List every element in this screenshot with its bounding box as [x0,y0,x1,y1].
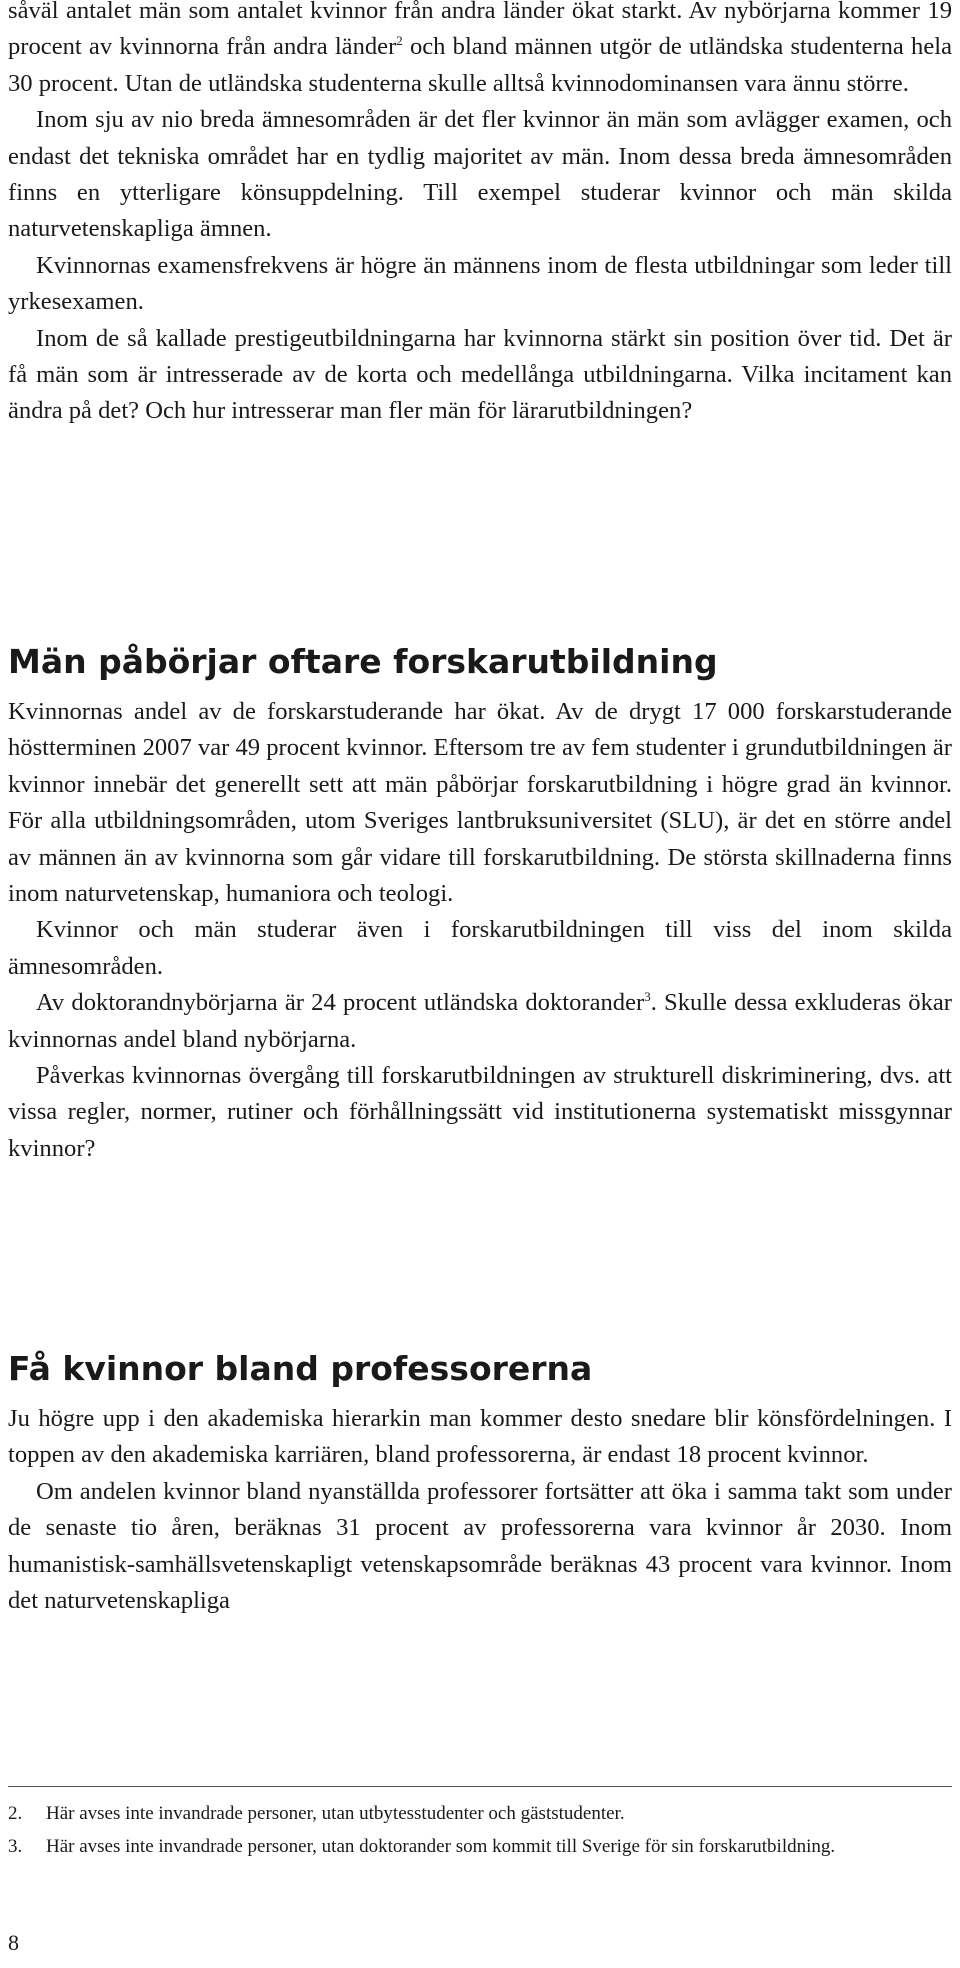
paragraph-text: såväl antalet män som antalet kvinnor från andra länder ökat starkt. Av nybörjarna kommer 19 procent av kvinnorna från andra länder [8,0,952,61]
footnote-text: Här avses inte invandrade personer, utan doktorander som kommit till Sverige för sin forskarutbildning. [46,1836,836,1857]
footnote [8,1833,952,1860]
paragraph [8,985,952,1058]
footnote-text: Här avses inte invandrade personer, utan utbytesstudenter och gäststudenter. [46,1803,625,1824]
paragraph [8,0,952,102]
paragraph: Inom sju av nio breda ämnesområden är det fler kvinnor än män som avlägger examen, och endast det tekniska området har en tydlig majoritet av män. Inom dessa breda ämnesområden finns en ytterligare könsuppdelning. Till exempel studerar kvinnor och män skilda naturvetenskapliga ämnen. [8,106,952,243]
footnote-number: 3. [8,1836,23,1857]
paragraph-text: . Skulle dessa exkluderas ökar kvinnornas andel bland nybörjarna. [8,989,952,1053]
footnote [8,1800,952,1827]
paragraph-text: Av doktorandnybörjarna är 24 procent utländska doktorander [36,989,645,1017]
footnote-divider [8,1786,952,1787]
footnotes [8,1800,952,1866]
section-forskarutbildning [8,694,952,1167]
paragraph: Kvinnor och män studerar även i forskarutbildningen till viss del inom skilda ämnesområden. [8,916,952,980]
paragraph-text: och bland männen utgör de utländska studenterna hela 30 procent. Utan de utländska studenterna skulle alltså kvinnodominansen vara ännu större. [8,33,952,97]
footnote-ref: 2 [396,33,403,49]
paragraph: Inom de så kallade prestigeutbildningarna har kvinnorna stärkt sin position över tid. Det är få män som är intresserade av de korta och medellånga utbildningarna. Vilka incitament kan ändra på det? Och hur intresserar man fler män för lärarutbildningen? [8,324,952,425]
paragraph: Kvinnornas andel av de forskarstuderande har ökat. Av de drygt 17 000 forskarstuderande höstterminen 2007 var 49 procent kvinnor. Eftersom tre av fem studenter i grundutbildningen är kvinnor innebär det generellt sett att män påbörjar forskarutbildning i högre grad än kvinnor. För alla utbildningsområden, utom Sveriges lantbruksuniversitet (SLU), är det en större andel av männen än av kvinnorna som går vidare till forskarutbildning. De största skillnaderna finns inom naturvetenskap, humaniora och teologi. [8,698,952,908]
paragraph: Kvinnornas examensfrekvens är högre än männens inom de flesta utbildningar som leder till yrkesexamen. [8,251,952,316]
footnote-number: 2. [8,1803,23,1824]
paragraph: Påverkas kvinnornas övergång till forskarutbildningen av strukturell diskriminering, dvs. att vissa regler, normer, rutiner och förhållningssätt vid institutionerna systematiskt missgynnar kvinnor? [8,1062,952,1162]
section-heading: Män påbörjar oftare forskarutbildning [8,642,718,681]
section-heading: Få kvinnor bland professorerna [8,1349,593,1388]
page-number: 8 [8,1930,19,1955]
section-professorer [8,1401,952,1619]
intro-section [8,0,952,430]
footnote-ref: 3 [644,989,651,1005]
paragraph: Om andelen kvinnor bland nyanställda professorer fortsätter att öka i samma takt som under de senaste tio åren, beräknas 31 procent av professorerna vara kvinnor år 2030. Inom humanistisk-samhällsvetenskapligt vetenskapsområde beräknas 43 procent vara kvinnor. Inom det naturvetenskapliga [8,1477,952,1615]
paragraph: Ju högre upp i den akademiska hierarkin man kommer desto snedare blir könsfördelningen. I toppen av den akademiska karriären, bland professorerna, är endast 18 procent kvinnor. [8,1405,952,1469]
